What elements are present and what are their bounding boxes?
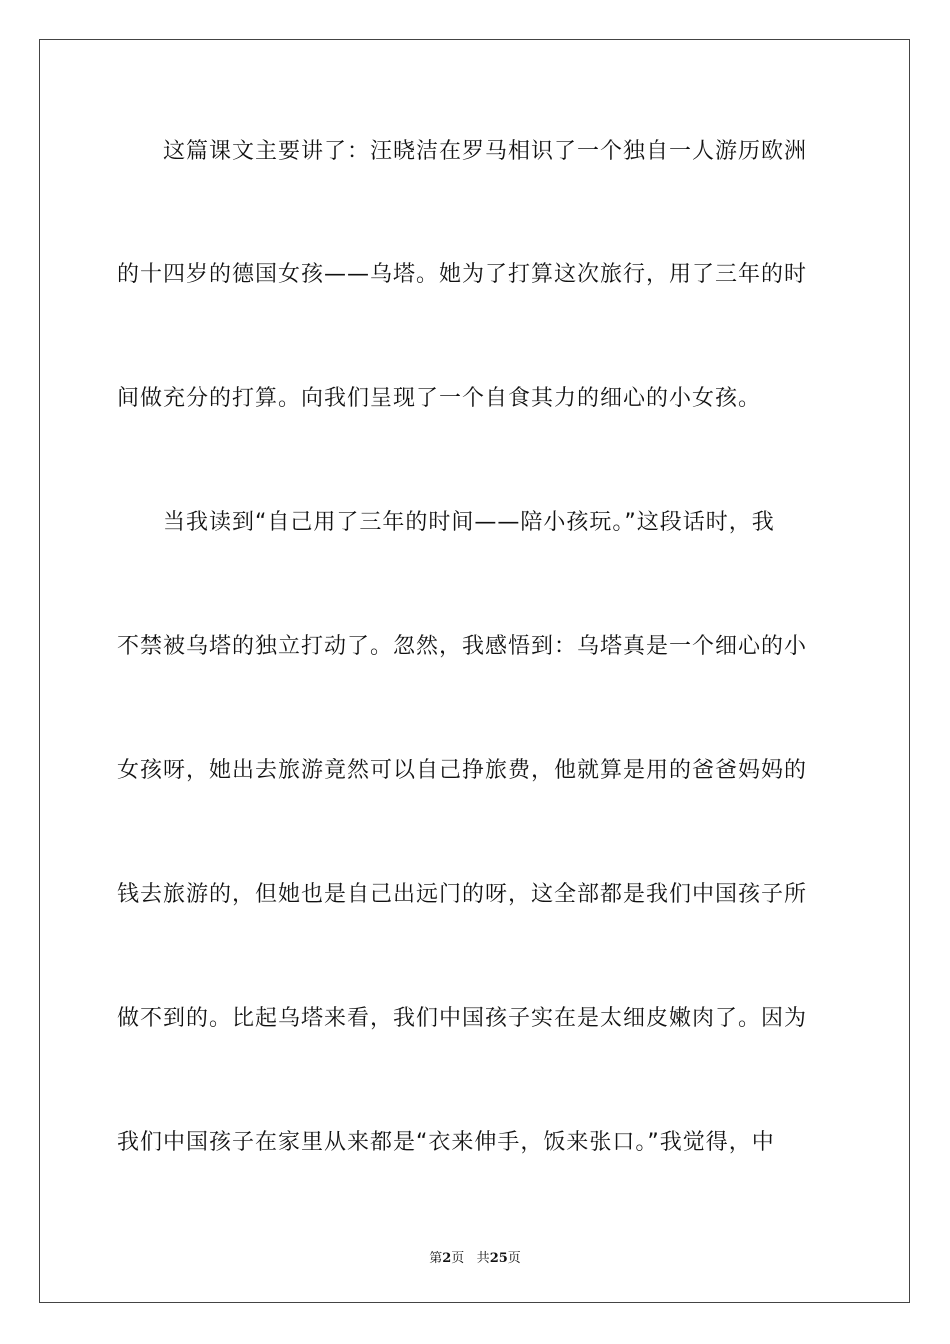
text-line-9: 我们中国孩子在家里从来都是“衣来伸手，饭来张口。”我觉得，中 [117, 1130, 775, 1155]
text-line-3: 间做充分的打算。向我们呈现了一个自食其力的细心的小女孩。 [117, 386, 762, 411]
total-prefix: 共 [476, 1251, 490, 1266]
page-prefix: 第 [429, 1251, 443, 1266]
page-number: 2 [442, 1251, 452, 1266]
text-line-1: 这篇课文主要讲了：汪晓洁在罗马相识了一个独自一人游历欧洲 [117, 139, 808, 164]
text-line-5: 不禁被乌塔的独立打动了。忽然，我感悟到：乌塔真是一个细心的小 [117, 634, 808, 659]
total-pages: 25 [489, 1251, 508, 1266]
text-line-2: 的十四岁的德国女孩——乌塔。她为了打算这次旅行，用了三年的时 [117, 262, 808, 287]
page-footer [0, 1247, 950, 1266]
text-line-7: 钱去旅游的，但她也是自己出远门的呀，这全部都是我们中国孩子所 [117, 882, 808, 907]
page-suffix: 页 [451, 1251, 465, 1266]
text-line-4: 当我读到“自己用了三年的时间——陪小孩玩。”这段话时，我 [117, 510, 775, 535]
text-line-8: 做不到的。比起乌塔来看，我们中国孩子实在是太细皮嫩肉了。因为 [117, 1006, 808, 1031]
text-line-6: 女孩呀，她出去旅游竟然可以自己挣旅费，他就算是用的爸爸妈妈的 [117, 758, 808, 783]
page-frame [39, 39, 910, 1303]
total-suffix: 页 [507, 1251, 521, 1266]
